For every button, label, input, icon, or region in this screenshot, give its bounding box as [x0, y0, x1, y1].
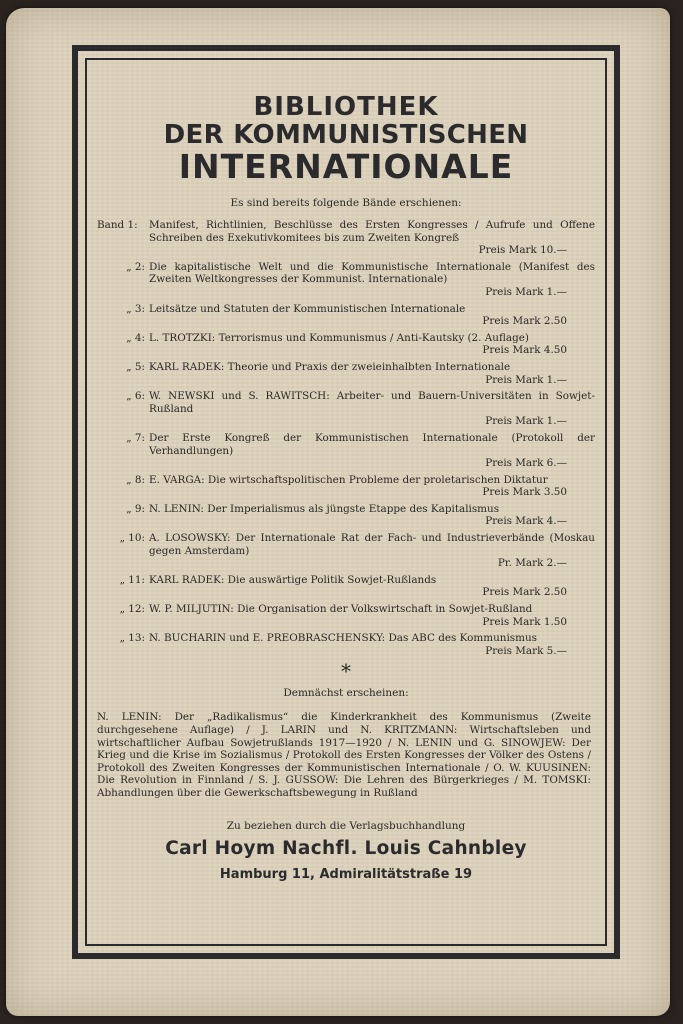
volume-entry	[97, 390, 595, 428]
book-back-cover	[6, 8, 670, 1016]
volume-description	[149, 574, 595, 599]
volume-number: „ 5:	[126, 360, 145, 373]
volume-entry	[97, 503, 595, 528]
publisher-address: Hamburg 11, Admiralitätstraße 19	[219, 866, 473, 882]
volume-number: „ 6:	[126, 390, 145, 403]
volume-price: Preis Mark 6.—	[485, 457, 567, 470]
volume-title: N. BUCHARIN und E. PREOBRASCHENSKY: Das ABC des Kommunismus	[149, 632, 538, 645]
forthcoming-list: N. LENIN: Der „Radikalismus“ die Kinderkrankheit des Kommunismus (Zweite durchgesehene Auflage) / J. LARIN und N. KRITZMANN: Wirtschaftsleben und wirtschaftlicher Aufbau Sowjetrußlands 1917—1920 / N. LENIN und G. SINOWJEW: Der Krieg und die Krise im Sozialismus / Protokoll des Ersten Kongresses der Völker des Ostens / Protokoll des Zweiten Kongresses der Kommunistischen Internationale / O. W. KUUSINEN: Die Revolution in Finnland / S. J. GUSSOW: Die Lehren des Bürgerkrieges / M. TOMSKI: Abhandlungen über die Gewerkschaftsbewegung in Rußland	[97, 711, 591, 799]
volume-description	[149, 432, 595, 470]
title-line-1: BIBLIOTHEK	[253, 92, 439, 122]
volume-entry	[97, 532, 595, 570]
title-line-2: DER KOMMUNISTISCHEN	[163, 120, 529, 150]
volume-title: Die kapitalistische Welt und die Kommunistische Internationale (Manifest des Zweiten Weltkongresses der Kommunist. Internationale)	[149, 260, 595, 286]
volume-entry	[97, 432, 595, 470]
volume-price: Preis Mark 1.—	[485, 415, 567, 428]
volume-number: „ 3:	[126, 302, 145, 315]
intro-text: Es sind bereits folgende Bände erschienen:	[230, 197, 462, 209]
volume-price: Preis Mark 10.—	[478, 244, 567, 257]
volume-number: „ 9:	[126, 502, 145, 515]
volume-title: N. LENIN: Der Imperialismus als jüngste Etappe des Kapitalismus	[149, 502, 500, 515]
inner-border	[85, 58, 607, 946]
volume-title: Manifest, Richtlinien, Beschlüsse des Ersten Kongresses / Aufrufe und Offene Schreiben des Exekutivkomitees bis zum Zweiten Kongreß	[149, 219, 595, 244]
distribution-note: Zu beziehen durch die Verlagsbuchhandlung	[226, 819, 466, 832]
volume-price: Preis Mark 2.50	[482, 586, 567, 599]
forthcoming-heading: Demnächst erscheinen:	[283, 687, 409, 700]
volume-title: W. P. MILJUTIN: Die Organisation der Volkswirtschaft in Sowjet-Rußland	[149, 603, 533, 616]
volume-price: Preis Mark 4.50	[482, 344, 567, 357]
volume-title: KARL RADEK: Die auswärtige Politik Sowjet-Rußlands	[149, 573, 437, 586]
volume-title: Leitsätze und Statuten der Kommunistischen Internationale	[149, 302, 466, 315]
volume-entry	[97, 474, 595, 499]
volume-description	[149, 361, 595, 386]
volume-description	[149, 332, 595, 357]
volume-price: Preis Mark 1.—	[485, 373, 567, 386]
volume-entry	[97, 261, 595, 299]
volume-number: „ 13:	[119, 632, 145, 645]
volume-price: Preis Mark 4.—	[485, 515, 567, 528]
decorative-border	[72, 45, 620, 959]
volume-title: W. NEWSKI und S. RAWITSCH: Arbeiter- und Bauern-Universitäten in Sowjet-Rußland	[149, 390, 595, 415]
volume-entry	[97, 632, 595, 657]
volume-entry	[97, 603, 595, 628]
volume-number: „ 7:	[126, 431, 145, 444]
volume-description	[149, 219, 595, 257]
volume-list	[97, 219, 595, 657]
volume-title: Der Erste Kongreß der Kommunistischen Internationale (Protokoll der Verhandlungen)	[149, 431, 595, 457]
volume-number: Band 1:	[97, 219, 138, 231]
volume-price: Pr. Mark 2.—	[497, 557, 567, 570]
volume-description	[149, 632, 595, 657]
volume-number: „ 11:	[119, 573, 145, 586]
publisher-name: Carl Hoym Nachfl. Louis Cahnbley	[165, 837, 527, 859]
volume-description	[149, 390, 595, 428]
separator-star: *	[341, 659, 351, 684]
volume-description	[149, 303, 595, 328]
volume-price: Preis Mark 5.—	[485, 644, 567, 657]
volume-number: „ 8:	[126, 473, 145, 486]
volume-title: L. TROTZKI: Terrorismus und Kommunismus / Anti-Kautsky (2. Auflage)	[149, 331, 529, 344]
volume-entry	[97, 361, 595, 386]
volume-description	[149, 532, 595, 570]
volume-title: KARL RADEK: Theorie und Praxis der zweieinhalbten Internationale	[149, 360, 511, 373]
volume-description	[149, 603, 595, 628]
volume-price: Preis Mark 3.50	[482, 486, 567, 499]
title-line-3: INTERNATIONALE	[178, 147, 514, 186]
volume-price: Preis Mark 1.—	[485, 285, 567, 298]
volume-number: „ 4:	[126, 331, 145, 344]
volume-entry	[97, 574, 595, 599]
volume-number: „ 12:	[119, 603, 145, 616]
volume-entry	[97, 219, 595, 257]
cover-content	[97, 64, 595, 940]
volume-title: A. LOSOWSKY: Der Internationale Rat der Fach- und Industrieverbände (Moskau gegen Amsterdam)	[149, 532, 595, 557]
volume-entry	[97, 303, 595, 328]
volume-price: Preis Mark 2.50	[482, 315, 567, 328]
volume-description	[149, 261, 595, 299]
volume-title: E. VARGA: Die wirtschaftspolitischen Probleme der proletarischen Diktatur	[149, 473, 548, 486]
volume-price: Preis Mark 1.50	[482, 615, 567, 628]
volume-description	[149, 503, 595, 528]
volume-description	[149, 474, 595, 499]
volume-number: „ 2:	[126, 260, 145, 273]
volume-number: „ 10:	[119, 532, 145, 545]
volume-entry	[97, 332, 595, 357]
